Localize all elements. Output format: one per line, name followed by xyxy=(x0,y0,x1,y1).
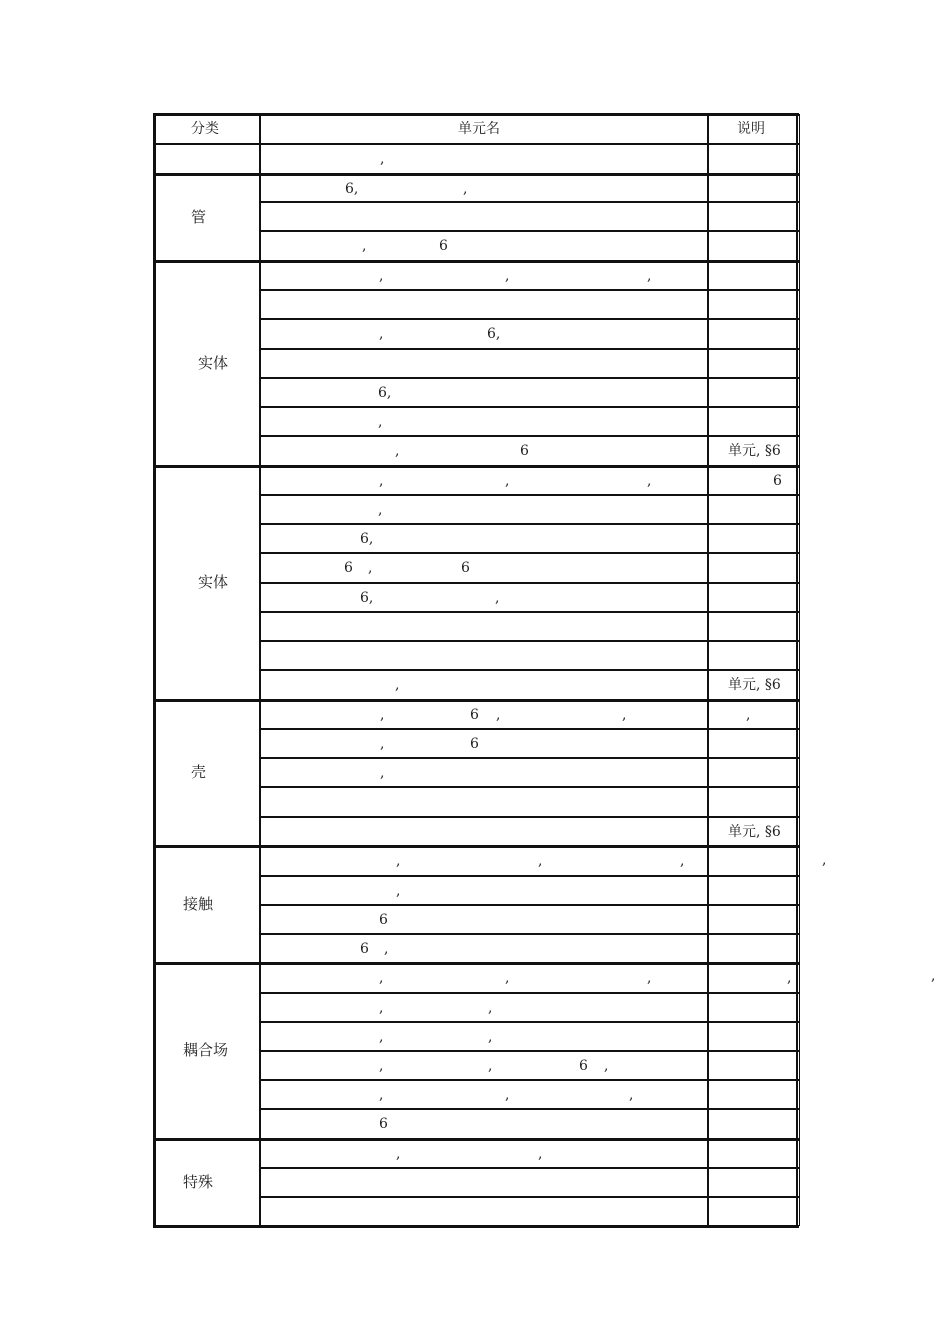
element-name-fragment: , xyxy=(380,765,385,781)
row-divider xyxy=(259,377,799,379)
row-divider xyxy=(259,406,799,408)
element-name-fragment: , xyxy=(395,443,400,459)
row-divider xyxy=(153,465,799,468)
element-name-fragment: , xyxy=(495,590,500,606)
row-divider xyxy=(259,1079,799,1081)
row-divider xyxy=(259,640,799,642)
row-divider xyxy=(259,318,799,320)
element-name-fragment: , xyxy=(395,677,400,693)
element-name-fragment: , xyxy=(647,473,652,489)
element-name-fragment: , xyxy=(488,1058,493,1074)
element-name-fragment: , xyxy=(378,414,383,430)
element-name-fragment: 6 xyxy=(470,736,479,752)
row-divider xyxy=(259,1021,799,1023)
row-divider xyxy=(259,757,799,759)
element-name-fragment: , xyxy=(505,473,510,489)
row-divider xyxy=(153,113,799,116)
note-cell: 单元, §6 xyxy=(728,443,781,459)
row-divider xyxy=(259,201,799,203)
table-border-right xyxy=(799,114,800,1226)
note-cell: , xyxy=(746,707,751,723)
element-name-fragment: 6, xyxy=(360,590,374,606)
element-name-fragment: , xyxy=(379,1000,384,1016)
element-name-fragment: 6, xyxy=(360,531,374,547)
row-divider xyxy=(259,1108,799,1110)
element-name-fragment: 6, xyxy=(378,385,392,401)
element-name-fragment: , xyxy=(647,268,652,284)
element-name-fragment: 6 xyxy=(439,238,448,254)
element-name-fragment: , xyxy=(538,853,543,869)
note-cell: 单元, §6 xyxy=(728,824,781,840)
row-divider xyxy=(153,845,799,848)
category-label: 耦合场 xyxy=(183,1041,229,1059)
element-name-fragment: , xyxy=(368,560,373,576)
row-divider xyxy=(259,611,799,613)
row-divider xyxy=(259,494,799,496)
element-name-fragment: , xyxy=(396,883,401,899)
row-divider xyxy=(259,289,799,291)
element-name-fragment: , xyxy=(380,151,385,167)
element-name-fragment: , xyxy=(680,853,685,869)
row-divider xyxy=(153,1225,799,1228)
element-name-fragment: 6 xyxy=(461,560,470,576)
row-divider xyxy=(259,728,799,730)
category-label: 实体 xyxy=(198,353,229,372)
row-divider xyxy=(153,143,799,145)
row-divider xyxy=(259,552,799,554)
row-divider xyxy=(259,875,799,877)
element-name-fragment: , xyxy=(647,970,652,986)
element-name-fragment: , xyxy=(380,736,385,752)
row-divider xyxy=(259,1050,799,1052)
row-divider xyxy=(259,992,799,994)
element-name-fragment: , xyxy=(629,1087,634,1103)
element-name-fragment: 6, xyxy=(487,326,501,342)
element-name-fragment: , xyxy=(378,502,383,518)
row-divider xyxy=(259,816,799,818)
element-name-fragment: , xyxy=(380,707,385,723)
element-name-fragment: , xyxy=(384,941,389,957)
row-divider xyxy=(259,582,799,584)
category-label: 管 xyxy=(191,207,207,226)
row-divider xyxy=(259,348,799,350)
category-label: 特殊 xyxy=(183,1172,214,1191)
row-divider xyxy=(259,786,799,788)
element-name-fragment: 6 xyxy=(344,560,353,576)
row-divider xyxy=(259,904,799,906)
category-label: 接触 xyxy=(183,894,214,913)
row-divider xyxy=(259,1196,799,1198)
row-divider xyxy=(153,962,799,965)
element-name-fragment: , xyxy=(379,473,384,489)
row-divider xyxy=(259,435,799,437)
element-name-fragment: , xyxy=(362,238,367,254)
element-name-fragment: , xyxy=(505,970,510,986)
row-divider xyxy=(153,173,799,176)
row-divider xyxy=(259,230,799,232)
element-name-fragment: 6 xyxy=(470,707,479,723)
row-divider xyxy=(259,933,799,935)
element-name-fragment: 6 xyxy=(360,941,369,957)
element-name-fragment: , xyxy=(622,707,627,723)
row-divider xyxy=(259,1167,799,1169)
category-label: 壳 xyxy=(191,763,207,781)
element-name-fragment: , xyxy=(379,1087,384,1103)
element-name-fragment: , xyxy=(396,853,401,869)
element-name-fragment: , xyxy=(379,970,384,986)
header-note: 说明 xyxy=(737,121,765,137)
row-divider xyxy=(153,260,799,263)
element-name-fragment: , xyxy=(463,181,468,197)
header-category: 分类 xyxy=(191,121,219,137)
table-border-left xyxy=(153,114,156,1226)
row-divider xyxy=(259,523,799,525)
element-name-fragment: , xyxy=(538,1146,543,1162)
element-name-fragment: , xyxy=(379,1058,384,1074)
row-divider xyxy=(259,669,799,671)
element-name-fragment: , xyxy=(488,1000,493,1016)
element-name-fragment: , xyxy=(379,1029,384,1045)
element-name-fragment: 6 xyxy=(579,1058,588,1074)
element-name-fragment: , xyxy=(379,326,384,342)
category-label: 实体 xyxy=(198,573,229,591)
header-element-name: 单元名 xyxy=(458,121,500,137)
element-name-fragment: 6 xyxy=(520,443,529,459)
element-name-fragment: , xyxy=(604,1058,609,1074)
note-cell: 6 xyxy=(773,473,782,489)
note-cell: , xyxy=(787,970,792,986)
element-name-fragment: , xyxy=(505,268,510,284)
element-name-fragment: 6 xyxy=(379,1116,388,1132)
element-name-fragment: , xyxy=(396,1146,401,1162)
element-name-fragment: 6, xyxy=(345,181,359,197)
row-divider xyxy=(153,699,799,702)
element-name-fragment: , xyxy=(379,268,384,284)
stray-comma: , xyxy=(931,968,936,984)
element-table xyxy=(153,114,799,1226)
row-divider xyxy=(153,1138,799,1141)
element-name-fragment: , xyxy=(505,1087,510,1103)
stray-comma: , xyxy=(822,852,827,868)
element-name-fragment: , xyxy=(488,1029,493,1045)
element-name-fragment: 6 xyxy=(379,912,388,928)
element-name-fragment: , xyxy=(496,707,501,723)
note-cell: 单元, §6 xyxy=(728,677,781,693)
